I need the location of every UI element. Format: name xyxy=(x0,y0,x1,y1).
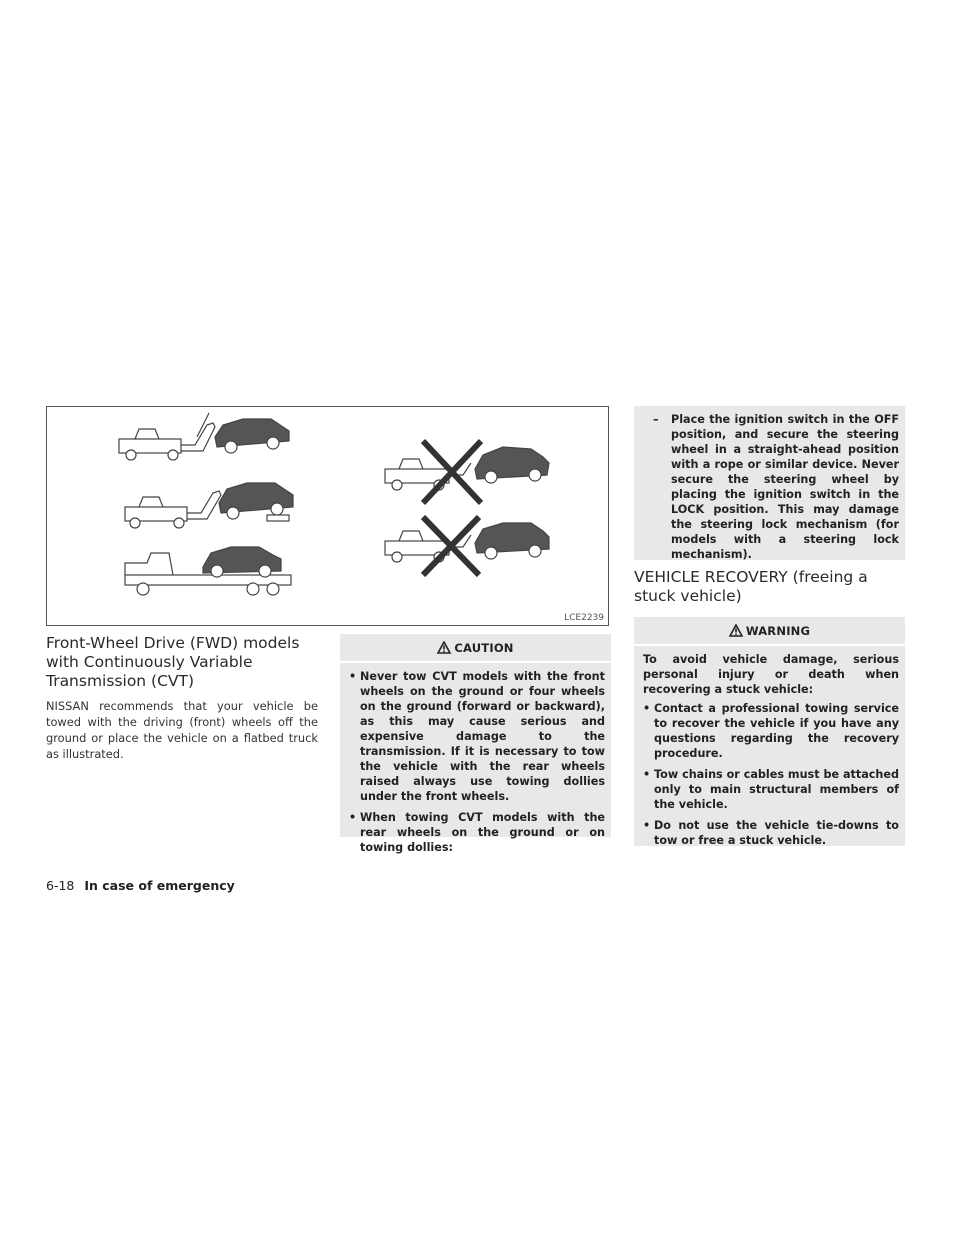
footer-section-title: In case of emergency xyxy=(84,878,235,893)
fwd-body-text: NISSAN recommends that your vehicle be towed with the driving (front) wheels off the ground or place the vehicle on a flatbed truck as illustrated. xyxy=(46,699,318,761)
heading-line: stuck vehicle) xyxy=(634,587,742,605)
warning-title: WARNING xyxy=(745,623,811,638)
warning-triangle-icon xyxy=(437,641,451,654)
caution-bullet xyxy=(349,669,605,804)
warning-body xyxy=(634,646,905,860)
suv-3 xyxy=(203,547,281,577)
caution-header xyxy=(340,634,611,663)
dash-mark: – xyxy=(653,413,659,426)
caution-sub-bullet xyxy=(643,412,899,562)
caution-panel xyxy=(340,634,611,854)
caution-bullet-text: Never tow CVT models with the front wheels on the ground or four wheels on the ground (forward or backward), as this may cause serious and expensive damage to the transmission. If it is necessary to tow the vehicle with the rear wheels raised always use towing dollies under the front wheels. xyxy=(360,670,605,803)
warning-triangle-icon xyxy=(729,624,743,637)
warning-bullet-text: Do not use the vehicle tie-downs to tow or free a stuck vehicle. xyxy=(654,819,899,847)
caution-bullet xyxy=(349,810,605,855)
warning-header xyxy=(634,617,905,646)
bullet-mark: • xyxy=(643,819,651,832)
section-heading-recovery xyxy=(634,568,868,606)
warning-bullet xyxy=(643,701,899,761)
warning-bullet xyxy=(643,818,899,848)
towing-illustration xyxy=(46,406,609,626)
caution-title: CAUTION xyxy=(454,640,514,655)
bullet-mark: • xyxy=(349,670,357,683)
tow-truck-2 xyxy=(125,491,221,528)
suv-2 xyxy=(219,483,293,521)
prohibited-tow-2 xyxy=(385,517,549,575)
warning-bullet-text: Contact a professional towing service to recover the vehicle if you have any questions regarding the recovery procedure. xyxy=(654,702,899,760)
caution-continuation-body xyxy=(634,406,905,574)
heading-line: Transmission (CVT) xyxy=(46,672,195,690)
heading-line: Front-Wheel Drive (FWD) models xyxy=(46,634,300,652)
caution-bullet-text: When towing CVT models with the rear wheels on the ground or on towing dollies: xyxy=(360,811,605,854)
heading-line: VEHICLE RECOVERY (freeing a xyxy=(634,568,868,586)
bullet-mark: • xyxy=(349,811,357,824)
figure-code: LCE2239 xyxy=(564,613,604,623)
page-number: 6-18 xyxy=(46,878,75,893)
heading-line: with Continuously Variable xyxy=(46,653,253,671)
warning-bullet-text: Tow chains or cables must be attached only to main structural members of the vehicle. xyxy=(654,768,899,811)
caution-sub-bullet-text: Place the ignition switch in the OFF position, and secure the steering wheel in a straight-ahead position with a rope or similar device. Never secure the steering wheel by placing the ignition switch in the LOCK position. This may damage the steering lock mechanism (for models with a steering lock mechanism). xyxy=(671,413,899,561)
bullet-mark: • xyxy=(643,768,651,781)
prohibited-tow-1 xyxy=(385,441,549,503)
page-footer xyxy=(46,878,235,893)
bullet-mark: • xyxy=(643,702,651,715)
section-heading-fwd xyxy=(46,634,299,691)
caution-continuation-panel xyxy=(634,406,905,560)
tow-truck-1 xyxy=(119,413,215,460)
caution-body xyxy=(340,663,611,867)
towing-diagram xyxy=(47,407,608,625)
warning-intro: To avoid vehicle damage, serious personal injury or death when recovering a stuck vehicle: xyxy=(643,653,899,696)
warning-panel xyxy=(634,617,905,846)
suv-1 xyxy=(215,419,289,453)
warning-bullet xyxy=(643,767,899,812)
